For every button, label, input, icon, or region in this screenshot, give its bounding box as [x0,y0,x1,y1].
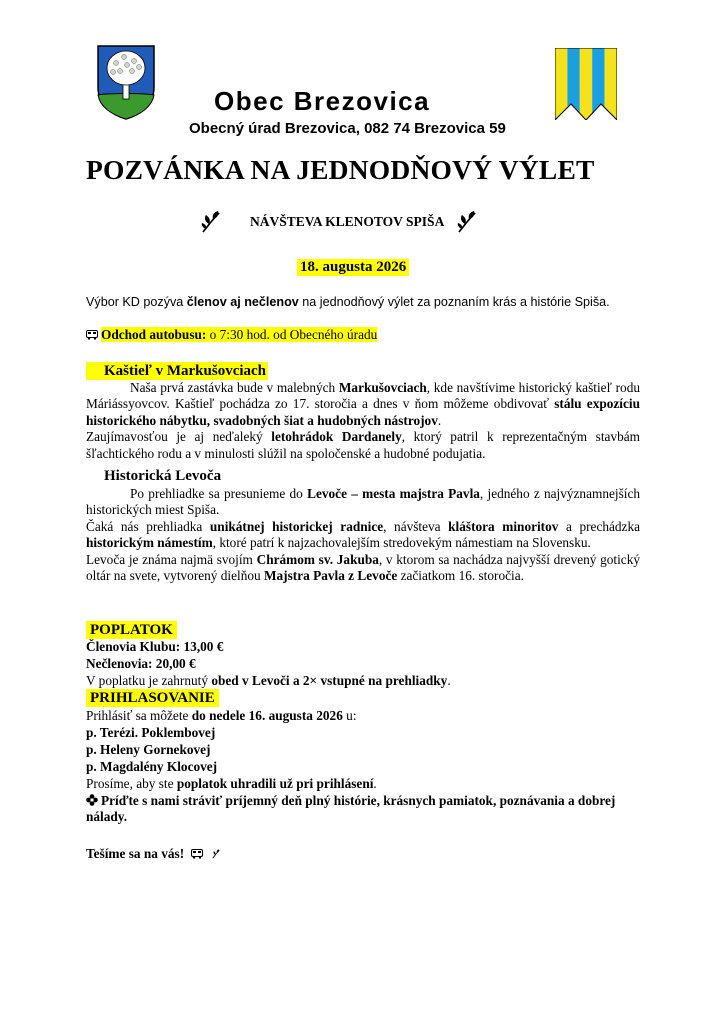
leaf-icon [456,210,478,234]
section-heading-registration: PRIHLASOVANIE [86,689,219,707]
farewell-line: Tešíme sa na vás! [86,846,225,862]
document-title: POZVÁNKA NA JEDNODŇOVÝ VÝLET [86,154,595,185]
fee-nonmembers: Nečlenovia: 20,00 € [86,656,196,671]
contact-person: p. Magdalény Klocovej [86,759,218,774]
registration-deadline: Prihlásiť sa môžete do nedele 16. augusta 2026 u: [86,708,357,723]
organization-address: Obecný úrad Brezovica, 082 74 Brezovica 59 [189,120,506,137]
bus-icon [86,330,98,340]
leaf-icon [200,210,222,234]
contact-person: p. Terézi. Poklembovej [86,725,216,740]
coat-of-arms-logo [94,43,158,121]
closing-invitation: Príďte s nami stráviť príjemný deň plný histórie, krásnych pamiatok, poznávania a dobrej nálady. [86,793,616,825]
municipal-flag-icon [555,48,617,120]
subtitle: NÁVŠTEVA KLENOTOV SPIŠA [250,214,445,229]
departure-info: Odchod autobusu: o 7:30 hod. od Obecného úradu [86,327,377,343]
intro-text: Výbor KD pozýva členov aj nečlenov na jednodňový výlet za poznaním krás a histórie Spiša. [86,295,610,309]
payment-note: Prosíme, aby ste poplatok uhradili už pri prihlásení. [86,776,377,791]
bus-icon [191,849,203,859]
fee-members: Členovia Klubu: 13,00 € [86,639,224,654]
section-heading-fee: POPLATOK [86,621,177,639]
subtitle-row [200,210,478,240]
contact-person: p. Heleny Gornekovej [86,742,211,757]
organization-name: Obec Brezovica [214,86,431,116]
section-heading-markusovce: Kaštieľ v Markušovciach [86,362,268,380]
section1-paragraph: Naša prvá zastávka bude v malebných Markušovciach, kde navštívime historický kaštieľ rodu Máriássyovcov. Kaštieľ pochádza zo 17. storočia a dnes v ňom môžeme obdivovať stálu expozíciu historického nábytku, svadobných šiat a hudobných nástrojov. Zaujímavosťou je aj neďaleký letohrádok Dardanely, ktorý patril k reprezentačným stavbám šľachtického rodu a v minulosti slúžil na spoločenské a hudobné podujatia. [86,380,641,461]
event-date: 18. augusta 2026 [297,259,409,276]
section-heading-levoca: Historická Levoča [104,468,222,484]
section2-paragraph: Po prehliadke sa presunieme do Levoče – mesta majstra Pavla, jedného z najvýznamnejších historických miest Spiša. Čaká nás prehliadka unikátnej historickej radnice, návšteva kláštora minoritov a prechádzka historickým námestím, ktoré patrí k najzachovalejším stredovekým námestiam na Slovensku. Levoča je známa najmä svojím Chrámom sv. Jakuba, v ktorom sa nachádza najvyšší drevený gotický oltár na svete, vytvorený dielňou Majstra Pavla z Levoče začiatkom 16. storočia. [86,486,641,584]
fee-note: V poplatku je zahrnutý obed v Levoči a 2× vstupné na prehliadky. [86,673,451,688]
leaf-icon [210,849,222,859]
flower-icon [86,794,98,806]
